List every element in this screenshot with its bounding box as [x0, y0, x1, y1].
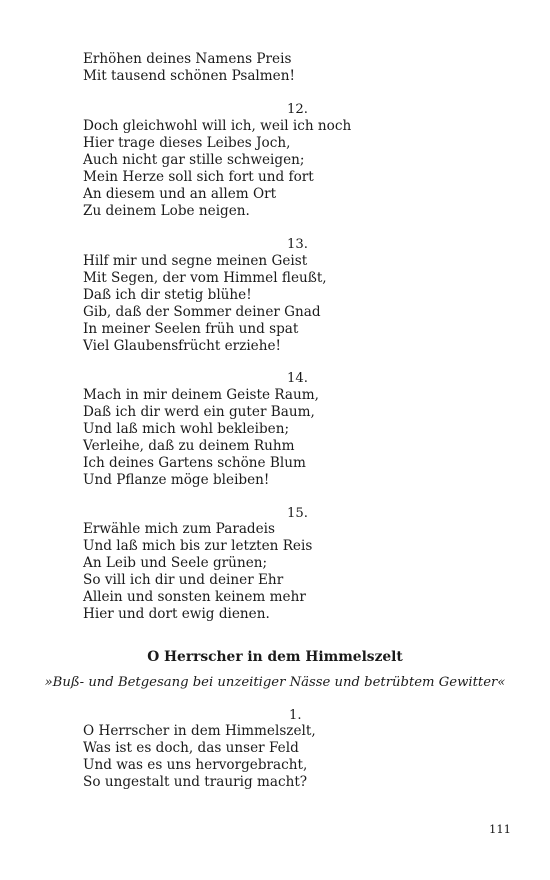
hymn-title: O Herrscher in dem Himmelszelt [147, 649, 403, 665]
verse-line: Und was es uns hervorgebracht, [83, 757, 308, 773]
verse-line: Mit tausend schönen Psalmen! [83, 68, 295, 84]
stanza-number: 1. [289, 708, 302, 723]
verse-line: Was ist es doch, das unser Feld [83, 740, 299, 756]
verse-line: Erhöhen deines Namens Preis [83, 51, 292, 67]
page-number: 111 [489, 822, 511, 836]
verse-line: O Herrscher in dem Himmelszelt, [83, 723, 316, 739]
verse-line: Mein Herze soll sich fort und fort [83, 169, 314, 185]
verse-line: Mach in mir deinem Geiste Raum, [83, 387, 319, 403]
verse-line: An Leib und Seele grünen; [83, 555, 268, 571]
verse-line: So ungestalt und traurig macht? [83, 774, 308, 790]
verse-line: Viel Glaubensfrücht erziehe! [83, 338, 281, 354]
stanza-13 [83, 253, 503, 355]
verse-line: Mit Segen, der vom Himmel fleußt, [83, 270, 327, 286]
verse-line: So vill ich dir und deiner Ehr [83, 572, 284, 588]
verse-line: Und laß mich wohl bekleiben; [83, 421, 290, 437]
stanza-14 [83, 387, 503, 489]
verse-line: Zu deinem Lobe neigen. [83, 203, 250, 219]
verse-line: Hilf mir und segne meinen Geist [83, 253, 308, 269]
verse-line: Erwähle mich zum Paradeis [83, 521, 275, 537]
verse-line: Hier trage dieses Leibes Joch, [83, 135, 291, 151]
stanza-12 [83, 118, 503, 220]
verse-line: Verleihe, daß zu deinem Ruhm [83, 438, 295, 454]
verse-line: Gib, daß der Sommer deiner Gnad [83, 304, 321, 320]
hymn-subtitle: »Buß- und Betgesang bei unzeitiger Nässe und betrübtem Gewitter« [44, 675, 506, 690]
stanza-number: 12. [287, 102, 308, 117]
stanza-number: 13. [287, 237, 308, 252]
verse-line: Daß ich dir stetig blühe! [83, 287, 252, 303]
stanza-number: 14. [287, 371, 308, 386]
verse-line: Und laß mich bis zur letzten Reis [83, 538, 313, 554]
stanza-number: 15. [287, 506, 308, 521]
hymn-stanza-1 [83, 723, 503, 791]
verse-line: Und Pflanze möge bleiben! [83, 472, 270, 488]
stanza-15 [83, 521, 503, 623]
verse-line: Doch gleichwohl will ich, weil ich noch [83, 118, 352, 134]
verse-line: In meiner Seelen früh und spat [83, 321, 299, 337]
verse-line: An diesem und an allem Ort [83, 186, 277, 202]
verse-line: Daß ich dir werd ein guter Baum, [83, 404, 315, 420]
verse-line: Hier und dort ewig dienen. [83, 606, 270, 622]
stanza-continuation [83, 51, 503, 85]
verse-line: Ich deines Gartens schöne Blum [83, 455, 306, 471]
verse-line: Allein und sonsten keinem mehr [83, 589, 306, 605]
verse-line: Auch nicht gar stille schweigen; [83, 152, 305, 168]
